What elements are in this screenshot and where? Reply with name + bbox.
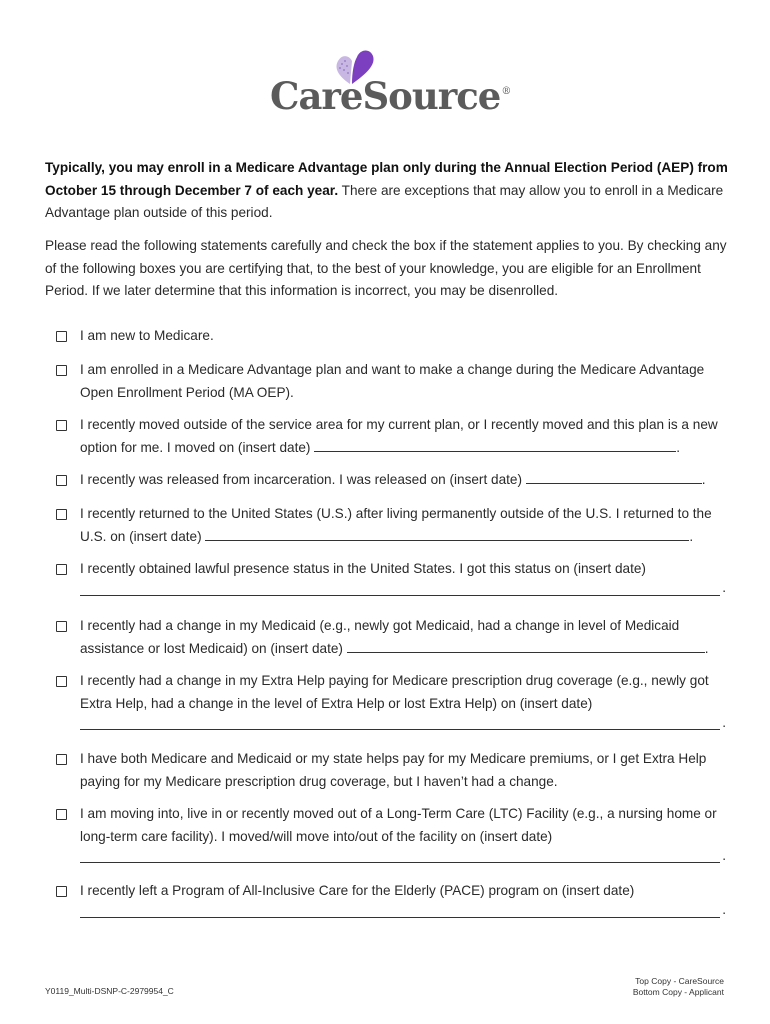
option-ltc-facility[interactable] [56, 803, 726, 863]
option-ma-oep[interactable] [56, 359, 726, 404]
copy-distribution [633, 976, 724, 998]
option-returned-to-us[interactable]: I recently returned to the United States (U.S.) after living permanently outside of the U.S. I returned to the U.S. on (insert date) . [56, 503, 726, 548]
checkbox[interactable] [56, 809, 67, 820]
checkbox[interactable] [56, 564, 67, 575]
option-text: I am enrolled in a Medicare Advantage plan and want to make a change during the Medicare Advantage Open Enrollment Period (MA OEP). [80, 362, 705, 400]
checkbox[interactable] [56, 365, 67, 376]
option-text: I recently obtained lawful presence status in the United States. I got this status on (insert date) [80, 561, 646, 576]
date-blank[interactable] [80, 848, 720, 863]
option-text: I recently moved outside of the service area for my current plan, or I recently moved and this plan is a new option for me. I moved on (insert date) [80, 417, 718, 455]
option-text: I recently left a Program of All-Inclusive Care for the Elderly (PACE) program on (insert date) [80, 883, 635, 898]
option-pace[interactable] [56, 880, 726, 918]
option-moved[interactable]: I recently moved outside of the service area for my current plan, or I recently moved and this plan is a new option for me. I moved on (insert date) . [56, 414, 726, 459]
option-new-to-medicare[interactable] [56, 325, 726, 348]
option-text: I recently had a change in my Medicaid (e.g., newly got Medicaid, had a change in level of Medicaid assistance or lost Medicaid) on (insert date) [80, 618, 680, 656]
option-extra-help-change[interactable] [56, 670, 726, 730]
option-text: I recently had a change in my Extra Help paying for Medicare prescription drug coverage (e.g., newly got Extra Help, had a change in the level of Extra Help or lost Extra Help) on (insert date) [80, 673, 709, 711]
date-blank[interactable] [347, 639, 705, 653]
checkbox[interactable] [56, 331, 67, 342]
date-blank[interactable] [80, 903, 720, 918]
checkbox[interactable] [56, 420, 67, 431]
date-blank[interactable] [314, 438, 676, 452]
instructions-paragraph: Please read the following statements carefully and check the box if the statement applies to you. By checking any of the following boxes you are certifying that, to the best of your knowledge, you are eligible for an Enrollment Period. If we later determine that this information is incorrect, you may be disenrolled. [45, 238, 727, 298]
checkbox[interactable] [56, 621, 67, 632]
checkbox[interactable] [56, 676, 67, 687]
option-text: I recently returned to the United States (U.S.) after living permanently outside of the U.S. I returned to the U.S. on (insert date) [80, 506, 712, 544]
option-lawful-presence[interactable] [56, 558, 726, 596]
option-medicare-and-medicaid[interactable] [56, 748, 726, 793]
checkbox[interactable] [56, 509, 67, 520]
checkbox[interactable] [56, 475, 67, 486]
option-medicaid-change[interactable]: I recently had a change in my Medicaid (e.g., newly got Medicaid, had a change in level of Medicaid assistance or lost Medicaid) on (insert date) . [56, 615, 726, 660]
option-text: I am new to Medicare. [80, 328, 214, 343]
option-incarceration[interactable]: I recently was released from incarceration. I was released on (insert date) . [56, 469, 726, 492]
caresource-logo [270, 46, 510, 126]
option-text: I have both Medicare and Medicaid or my state helps pay for my Medicare premiums, or I get Extra Help paying for my Medicare prescription drug coverage, but I haven’t had a change. [80, 751, 707, 789]
logo-wordmark: CareSource® [270, 74, 511, 118]
form-code: Y0119_Multi-DSNP-C-2979954_C [45, 986, 174, 996]
date-blank[interactable] [80, 715, 720, 730]
intro-rest: There are exceptions that may allow you to enroll in a Medicare Advantage plan outside of this period. [45, 182, 724, 220]
checkbox[interactable] [56, 754, 67, 765]
date-blank[interactable] [205, 527, 689, 541]
intro-paragraph [45, 157, 735, 225]
intro-bold: Typically, you may enroll in a Medicare Advantage plan only during the Annual Election Period (AEP) from October 15 through December 7 of each year. [45, 160, 728, 198]
checkbox[interactable] [56, 886, 67, 897]
date-blank[interactable] [526, 470, 702, 484]
copy-bottom: Bottom Copy - Applicant [632, 987, 724, 997]
copy-top: Top Copy - CareSource [635, 976, 724, 986]
option-text: I recently was released from incarceration. I was released on (insert date) [80, 472, 522, 487]
option-text: I am moving into, live in or recently moved out of a Long-Term Care (LTC) Facility (e.g., a nursing home or long-term care facility). I moved/will move into/out of the facility on (insert date) [80, 806, 717, 844]
date-blank[interactable] [80, 581, 720, 596]
